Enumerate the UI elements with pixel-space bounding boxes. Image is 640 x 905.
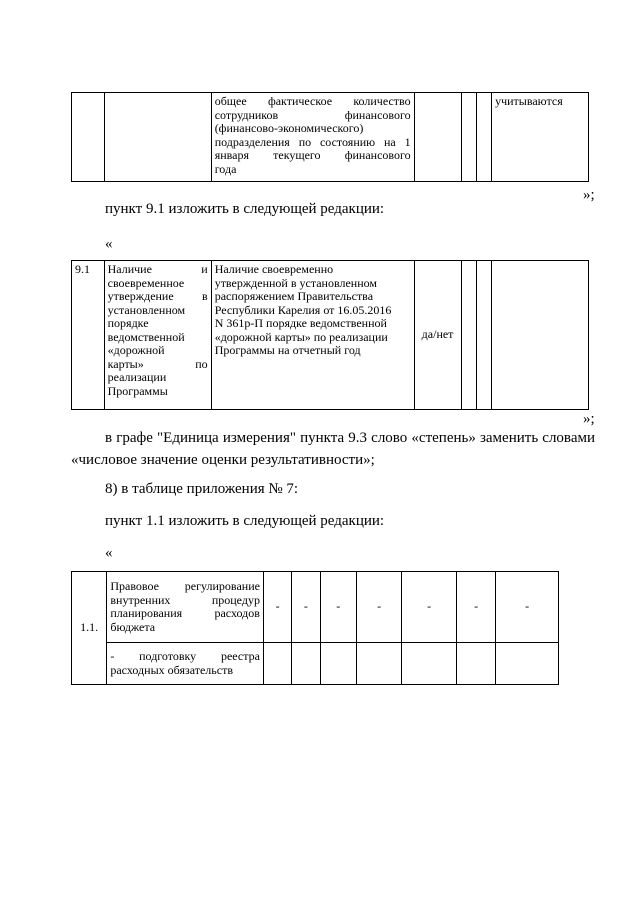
dash: -: [377, 599, 382, 614]
table-cell: [461, 261, 476, 410]
indicator-description-cell: [211, 93, 414, 182]
paragraph: пункт 9.1 изложить в следующей редакции:: [105, 201, 385, 217]
table-cell: [292, 643, 320, 685]
text-line: бюджета: [110, 619, 156, 634]
text-line: N 361р-П порядке ведомственной: [214, 316, 387, 330]
table-cell: [320, 643, 356, 685]
text-line: (финансово-экономического): [214, 121, 364, 135]
paragraph: пункт 1.1 изложить в следующей редакции:: [105, 513, 385, 529]
text-line: Правовое регулирование: [110, 579, 260, 593]
text-line: Программы на отчетный год: [214, 343, 361, 357]
indicator-name-cell: [104, 261, 211, 410]
item-number: 1.1.: [80, 620, 99, 635]
item-number-cell: [72, 572, 107, 685]
table-cell: [72, 93, 105, 182]
table-cell: [356, 643, 401, 685]
opening-quote: «: [105, 545, 113, 561]
unit-text: да/нет: [421, 327, 454, 342]
text-line: внутренних процедур: [110, 592, 260, 607]
table-cell: [496, 643, 559, 685]
text-line: ведомственной: [107, 329, 185, 344]
closing-quote: »;: [583, 187, 595, 203]
text-line: карты» по: [107, 356, 208, 371]
text-line: распоряжением Правительства: [214, 289, 374, 303]
dash: -: [474, 599, 479, 614]
note-cell: [492, 93, 589, 182]
opening-quote: «: [105, 236, 113, 252]
unit-cell: [414, 261, 461, 410]
table-cell: [263, 643, 291, 685]
paragraph-line: в графе "Единица измерения" пункта 9.3 слово «степень» заменить словами: [105, 430, 595, 446]
table-cell: [456, 643, 495, 685]
dash: -: [336, 599, 341, 614]
closing-quote: »;: [583, 411, 595, 427]
text-line: Республики Карелия от 16.05.2016: [214, 302, 392, 317]
text-line: января текущего финансового: [214, 148, 411, 162]
item-number-cell: [72, 261, 105, 410]
measure-name-cell: [107, 572, 264, 643]
table-fragment-1: [71, 92, 589, 182]
text-line: - подготовку реестра: [110, 649, 260, 663]
text-line: утвержденной в установленном: [214, 275, 378, 290]
text-line: утверждение в: [107, 289, 208, 303]
dash-cell: [356, 572, 401, 643]
note-text: учитываются: [495, 94, 563, 108]
item-number: 9.1: [75, 262, 90, 276]
dash: -: [525, 599, 530, 614]
text-line: Наличие своевременно: [214, 262, 334, 276]
dash-cell: [456, 572, 495, 643]
dash-cell: [263, 572, 291, 643]
dash-cell: [496, 572, 559, 643]
text-line: расходных обязательств: [110, 662, 233, 677]
dash: -: [303, 599, 308, 614]
text-line: года: [214, 161, 237, 176]
dash-cell: [402, 572, 457, 643]
paragraph-line: «числовое значение оценки результативности»;: [71, 452, 375, 468]
text-line: реализации: [107, 370, 167, 384]
dash: -: [427, 599, 432, 614]
table-item-9-1: [71, 260, 589, 410]
text-line: «дорожной карты» по реализации: [214, 329, 388, 344]
dash-cell: [292, 572, 320, 643]
table-cell: [492, 261, 589, 410]
text-line: Наличие и: [107, 262, 208, 276]
table-cell: [461, 93, 476, 182]
text-line: сотрудников финансового: [214, 107, 411, 122]
table-cell: [414, 93, 461, 182]
dash-cell: [320, 572, 356, 643]
table-cell: [104, 93, 211, 182]
text-line: подразделения по состоянию на 1: [214, 134, 411, 149]
dash: -: [275, 599, 280, 614]
text-line: установленном: [107, 302, 186, 317]
text-line: общее фактическое количество: [214, 94, 411, 108]
text-line: своевременное: [107, 275, 185, 290]
text-line: планирования расходов: [110, 606, 260, 620]
indicator-description-cell: [211, 261, 414, 410]
text-line: «дорожной: [107, 343, 165, 357]
text-line: порядке: [107, 316, 149, 330]
table-cell: [476, 261, 491, 410]
table-cell: [476, 93, 491, 182]
text-line: Программы: [107, 383, 168, 398]
table-cell: [402, 643, 457, 685]
measure-name-cell: [107, 643, 264, 685]
table-item-1-1: [71, 571, 559, 685]
paragraph: 8) в таблице приложения № 7:: [105, 481, 299, 497]
